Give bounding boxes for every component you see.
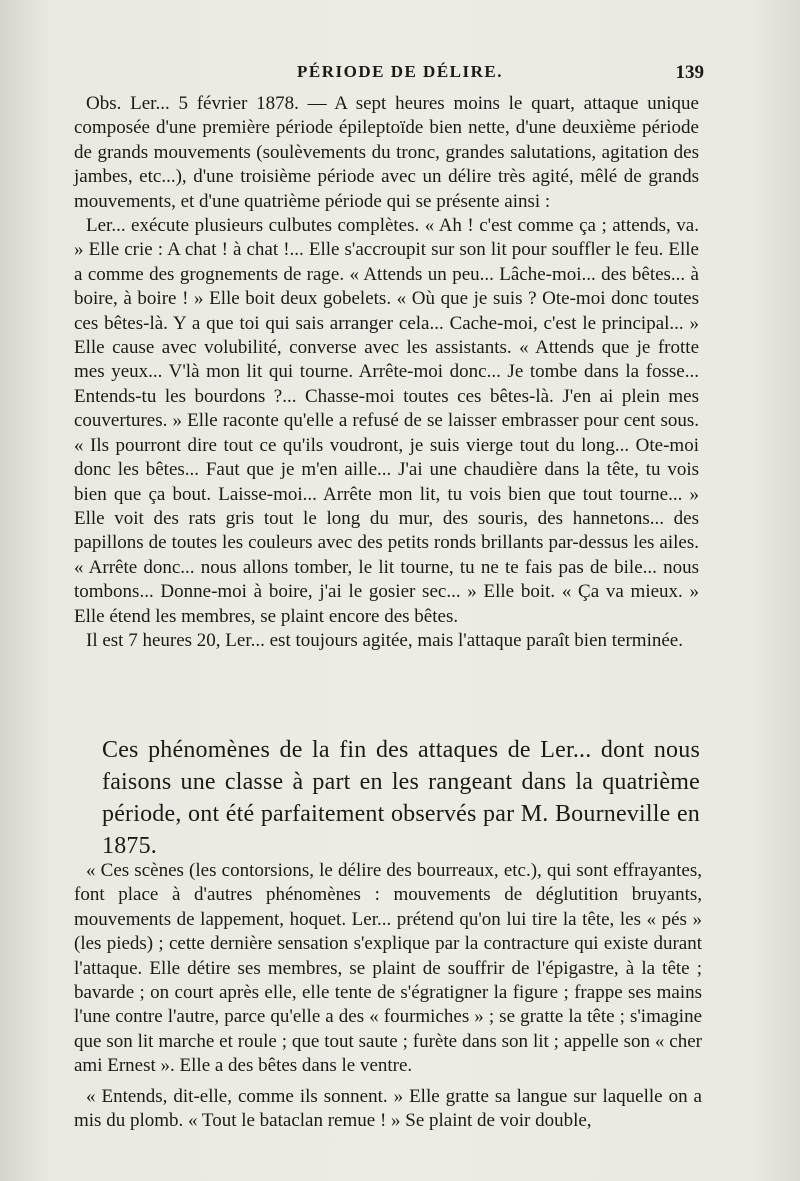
observation-conclusion-paragraph: Il est 7 heures 20, Ler... est toujours agitée, mais l'attaque paraît bien terminée.	[86, 629, 683, 651]
main-text-block	[102, 734, 700, 862]
observation-delirium-paragraph: Ler... exécute plusieurs culbutes complètes. « Ah ! c'est comme ça ; attends, va. » Elle crie : A chat ! à chat !... Elle s'accroupit sur son lit pour souffler le feu. Elle a comme des grognements de rage. « Attends un peu... Lâche-moi... des bêtes... à boire, à boire ! » Elle boit deux gobelets. « Où que je suis ? Ote-moi donc toutes ces bêtes-là. Y a que toi qui sais arranger cela... Cache-moi, c'est le principal... » Elle cause avec volubilité, converse avec les assistants. « Attends que je frotte mes yeux... V'là mon lit qui tourne. Arrête-moi donc... Je tombe dans la fosse... Entends-tu les bourdons ?... Chasse-moi toutes ces bêtes-là. J'en ai plein mes couvertures. » Elle raconte qu'elle a refusé de se laisser embrasser pour cent sous. « Ils pourront dire tout ce qu'ils voudront, je suis vierge tout du long... Ote-moi donc les bêtes... Faut que je m'en aille... J'ai une chaudière dans la tête, tu vois bien que ça bout. Laisse-moi... Arrête mon lit, tu vois bien que tout tourne... » Elle voit des rats gris tout le long du mur, des souris, des hannetons... des papillons de toutes les couleurs avec des petits ronds brillants par-dessus les ailes. « Arrête donc... nous allons tomber, le lit tourne, tu ne te fais pas de bile... nous tombons... Donne-moi à boire, j'ai le gosier sec... » Elle boit. « Ça va mieux. » Elle étend les membres, se plaint encore des bêtes.	[74, 215, 699, 627]
page-header	[0, 62, 800, 86]
quotation-block	[74, 859, 702, 1133]
quotation-paragraph: « Ces scènes (les contorsions, le délire des bourreaux, etc.), qui sont effrayantes, font place à d'autres phénomènes : mouvements de déglutition bruyants, mouvements de lappement, hoquet. Ler... prétend qu'on lui tire la tête, les « pés » (les pieds) ; cette dernière sensation s'explique par la contracture qui existe durant l'attaque. Elle détire ses membres, se plaint de souffrir de l'épigastre, à la tête ; bavarde ; on court après elle, elle tente de s'égratigner la figure ; frappe ses mains l'une contre l'autre, parce qu'elle a des « fourmiches » ; se gratte la tête ; s'imagine que son lit marche et roule ; que tout saute ; furète dans son lit ; appelle son « cher ami Ernest ». Elle a des bêtes dans le ventre.	[74, 860, 702, 1077]
running-title: PÉRIODE DE DÉLIRE.	[296, 62, 503, 81]
observation-intro-paragraph: Obs. Ler... 5 février 1878. — A sept heures moins le quart, attaque unique composée d'une première période épileptoïde bien nette, d'une deuxième période de grands mouvements (soulèvements du tronc, grandes salutations, agitation des jambes, etc...), d'une troisième période avec un délire très agité, mêlé de grands mouvements, et d'une quatrième période qui se présente ainsi :	[74, 93, 699, 212]
main-text-paragraph: Ces phénomènes de la fin des attaques de Ler... dont nous faisons une classe à part en les rangeant dans la quatrième période, ont été parfaitement observés par M. Bourneville en 1875.	[102, 737, 700, 859]
quotation-paragraph: « Entends, dit-elle, comme ils sonnent. » Elle gratte sa langue sur laquelle on a mis du plomb. « Tout le bataclan remue ! » Se plaint de voir double,	[74, 1085, 702, 1132]
observation-block	[74, 92, 699, 653]
page-number: 139	[675, 62, 704, 83]
